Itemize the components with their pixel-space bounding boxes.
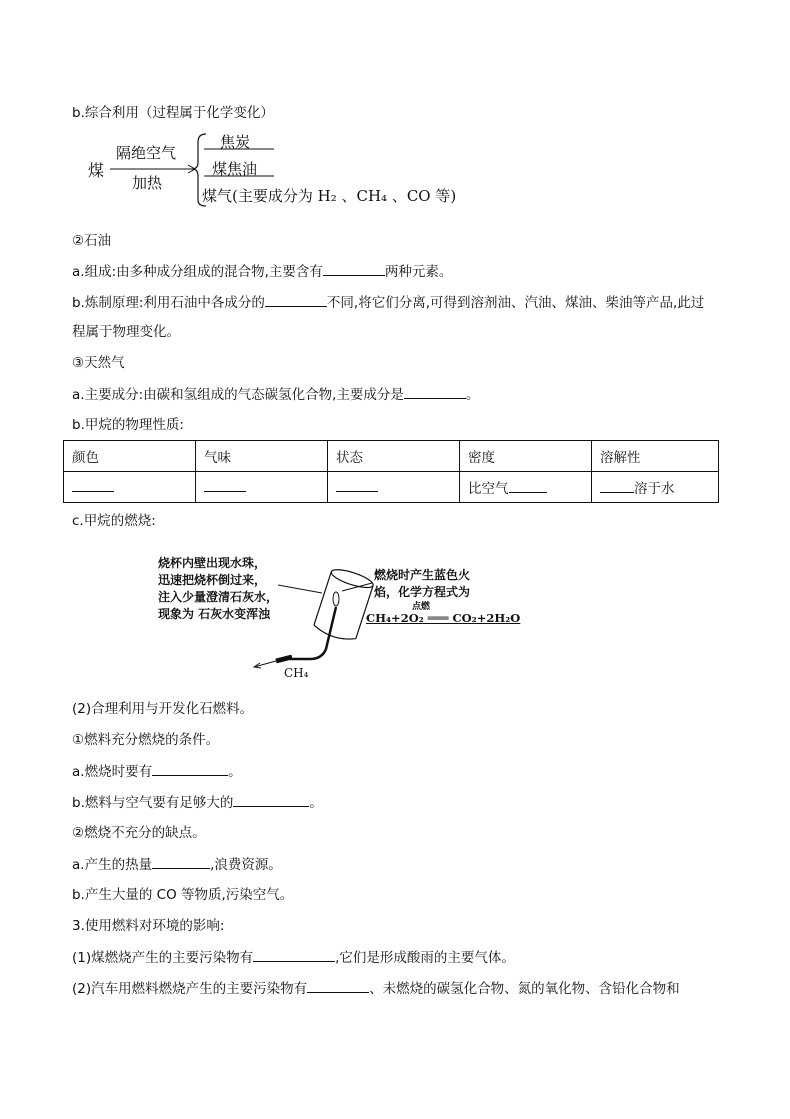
env-heading: 3.使用燃料对环境的影响: [72, 918, 225, 934]
env-p1-text2: ,它们是形成酸雨的主要气体。 [335, 950, 515, 966]
use-b-text2: 。 [309, 795, 323, 811]
oil-b-text2: 不同,将它们分离,可得到溶剂油、汽油、煤油、柴油等产品,此过 [326, 295, 705, 311]
oil-a-text2: 两种元素。 [384, 264, 453, 280]
header-state: 状态 [328, 441, 460, 472]
use-b-blank[interactable] [233, 793, 309, 807]
cell-odor [196, 472, 328, 503]
solubility-blank[interactable] [600, 479, 634, 493]
condition-top: 隔绝空气 [116, 144, 177, 162]
beaker-icon [312, 566, 375, 643]
methane-props-heading: b.甲烷的物理性质: [72, 417, 184, 433]
use-heading: (2)合理利用与开发化石燃料。 [72, 701, 254, 717]
solubility-suffix: 溶于水 [634, 481, 675, 497]
use-a-blank[interactable] [152, 762, 228, 776]
flame-icon [333, 592, 339, 606]
use-a-line [72, 762, 242, 781]
use-c-line [72, 855, 282, 874]
env-p1-text1: (1)煤燃烧产生的主要污染物有 [72, 950, 254, 966]
cell-state [328, 472, 460, 503]
oil-a-blank[interactable] [323, 262, 385, 276]
combustion-heading: c.甲烷的燃烧: [72, 513, 156, 529]
use-a-text1: a.燃烧时要有 [72, 764, 153, 780]
use-c-text1: a.产生的热量 [72, 857, 153, 873]
oil-heading: ②石油 [72, 233, 112, 249]
state-blank[interactable] [336, 478, 378, 492]
coal-distillation-diagram [88, 128, 488, 208]
header-odor: 气味 [196, 441, 328, 472]
gas-tube [290, 607, 336, 659]
apparatus-drawing [150, 555, 530, 685]
header-solubility: 溶解性 [592, 441, 719, 472]
oil-b-text1: b.炼制原理:利用石油中各成分的 [72, 295, 265, 311]
product-coal-gas: 煤气(主要成分为 H₂ 、CH₄ 、CO 等) [202, 187, 457, 205]
methane-combustion-figure [150, 555, 530, 685]
product-coal-tar: 煤焦油 [212, 160, 258, 178]
rubber-hose [276, 657, 292, 661]
env-p1-blank[interactable] [253, 948, 335, 962]
cell-solubility [592, 472, 719, 503]
table-answer-row [64, 472, 719, 503]
gas-heading: ③天然气 [72, 355, 125, 371]
product-coke: 焦炭 [220, 133, 251, 151]
fig-left-line2: 迅速把烧杯倒过来， [158, 573, 267, 587]
gas-label: CH₄ [284, 666, 309, 680]
use-d-line: b.产生大量的 CO 等物质,污染空气。 [72, 887, 294, 903]
left-pointer [278, 585, 322, 593]
coal-label: 煤 [88, 161, 105, 180]
table-header-row [64, 441, 719, 472]
fig-right-line1: 燃烧时产生蓝色火 [374, 568, 471, 582]
fig-left-line3: 注入少量澄清石灰水， [158, 590, 279, 604]
oil-b-line2: 程属于物理变化。 [72, 324, 180, 340]
coal-use-heading: b.综合利用（过程属于化学变化） [72, 105, 274, 121]
gas-a-blank[interactable] [404, 385, 466, 399]
color-blank[interactable] [72, 478, 114, 492]
use-c-text2: ,浪费资源。 [210, 857, 282, 873]
env-p2-line [72, 979, 680, 998]
oil-b-blank[interactable] [265, 293, 327, 307]
use-b-text1: b.燃料与空气要有足够大的 [72, 795, 234, 811]
gas-a-text2: 。 [465, 387, 480, 403]
cell-density [460, 472, 592, 503]
env-p2-text2: 、未燃烧的碳氢化合物、氮的氧化物、含铅化合物和 [369, 981, 680, 997]
use-c-blank[interactable] [152, 855, 210, 869]
use-a-text2: 。 [228, 764, 242, 780]
env-p2-text1: (2)汽车用燃料燃烧产生的主要污染物有 [72, 981, 308, 997]
oil-a-text1: a.组成:由多种成分组成的混合物,主要含有 [72, 264, 323, 280]
condition-bottom: 加热 [132, 174, 163, 192]
combustion-equation: CH₄+2O₂ ═══ CO₂+2H₂O [366, 611, 521, 625]
use-sub2: ②燃烧不充分的缺点。 [72, 825, 206, 841]
odor-blank[interactable] [204, 478, 246, 492]
cell-color [64, 472, 196, 503]
density-blank[interactable] [509, 479, 547, 493]
gas-a-text1: a.主要成分:由碳和氢组成的气态碳氢化合物,主要成分是 [72, 387, 404, 403]
equation-condition: 点燃 [412, 602, 431, 612]
env-p2-blank[interactable] [307, 979, 369, 993]
header-color: 颜色 [64, 441, 196, 472]
oil-b-line [72, 293, 704, 312]
inlet-pointer [254, 661, 276, 667]
density-prefix: 比空气 [468, 481, 509, 497]
env-p1-line [72, 948, 515, 967]
header-density: 密度 [460, 441, 592, 472]
fig-left-line4: 现象为 石灰水变浑浊 [158, 607, 271, 621]
oil-a-line [72, 262, 452, 281]
fig-right-line2: 焰，化学方程式为 [374, 585, 471, 599]
use-sub1: ①燃料充分燃烧的条件。 [72, 732, 220, 748]
fig-left-line1: 烧杯内壁出现水珠， [158, 556, 267, 570]
use-b-line [72, 793, 323, 812]
gas-a-line [72, 385, 479, 404]
methane-property-table [63, 440, 719, 503]
